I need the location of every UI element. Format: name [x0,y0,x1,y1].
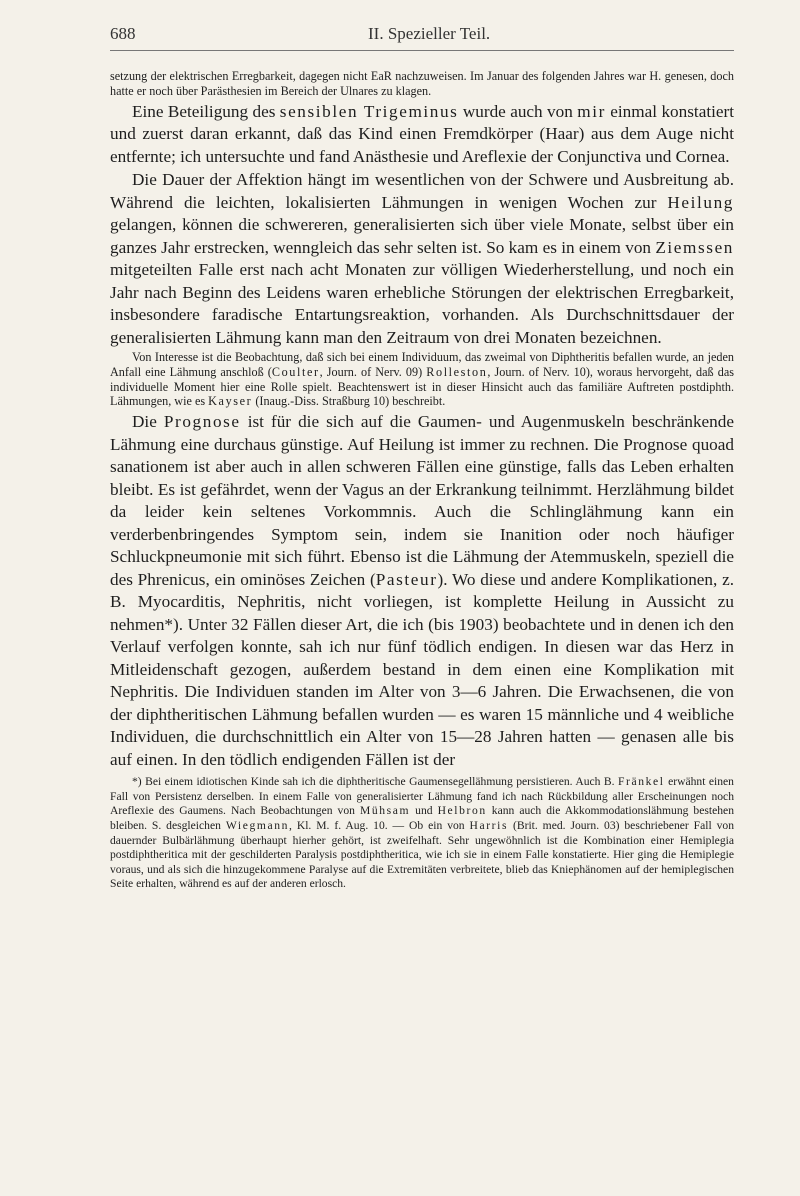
author-name: Helbron [437,804,487,818]
text-run: , Journ. of Nerv. 09) [319,364,427,379]
text-run: Die Dauer der Affektion hängt im wesentlichen von der Schwere und Ausbreitung ab. Während die leichten, lokalisierten Lähmungen in wenigen Wochen zur [110,170,734,212]
text-run: Die [132,412,164,432]
footnote-block [110,775,734,892]
author-name: Rolleston [426,364,488,379]
text-run: ). Wo diese und andere Komplikationen, z. B. Myocarditis, Nephritis, nicht vorliegen, ist komplette Heilung in Aussicht zu nehmen*). Unter 32 Fällen dieser Art, die ich (bis 1903) beobachtete und in denen ich den Verlauf verfolgen konnte, sah ich nur fünf tödlich endigen. In diesen war das Herz in Mitleidenschaft gezogen, außerdem bestand in dem einen eine Komplikation mit Nephritis. Die Individuen standen im Alter von 3—6 Jahren. Die Erwachsenen, die von der diphtheritischen Lähmung befallen wurden — es waren 15 männliche und 4 weibliche Individuen, die durchschnittlich ein Alter von 15—28 Jahren hatten — genasen alle bis auf einen. In den tödlich endigenden Fällen ist der [110,569,734,769]
text-run: , Journ. of Nerv. 10), woraus hervorgeht, daß das individuelle Moment hier eine Rolle spielt. Beachtenswert ist in dieser Hinsicht auch das familiäre Auftreten postdiphth. Lähmungen, wie es [110,364,734,409]
text-run: mitgeteilten Falle erst nach acht Monaten zur völligen Wiederherstellung, und noch ein Jahr nach Beginn des Leidens waren erhebliche Störungen der elektrischen Erregbarkeit, insbesondere faradische Entartungsreaktion, vorhanden. Als Durchschnittsdauer der generalisierten Lähmung kann man den Zeitraum von drei Monaten bezeichnen. [110,260,734,347]
author-name: Harris [469,819,509,833]
text-run: *) Bei einem idiotischen Kinde sah ich die diphtheritische Gaumensegellähmung persistieren. Auch B. [132,775,618,789]
text-run: erwähnt einen Fall von Persistenz derselben. In einem Falle von generalisierter Lähmung fand ich nach Rückbildung aller Erscheinungen noch Areflexie des Gaumens. Nach Beobachtungen von [110,775,734,818]
author-name: Fränkel [618,775,665,789]
text-run: und [410,804,438,818]
page-header [110,22,734,51]
author-name: Pasteur [375,569,438,589]
paragraph-continuation: setzung der elektrischen Erregbarkeit, dagegen nicht EaR nachzuweisen. Im Januar des folgenden Jahres war H. genesen, doch hatte er noch über Parästhesien im Bereich der Ulnares zu klagen. [110,69,734,98]
spaced-term: Prognose [163,412,241,432]
author-name: Ziemssen [655,237,734,257]
paragraph-trigeminus [110,101,734,169]
text-run: wurde auch von [458,101,578,121]
author-name: Kayser [208,394,253,409]
page-number: 688 [110,24,136,43]
text-run: (Inaug.-Diss. Straßburg 10) beschreibt. [252,394,446,409]
text-run: (Brit. med. Journ. 03) beschriebener Fall von dauernder Bulbärlähmung überhaupt hierher gehört, ist zweifelhaft. Sehr ungewöhnlich ist die Kombination einer Hemiplegia postdiphtheritica mit der geschilderten Paralysis postdiphtheritica, wie ich sie in einem Falle konstatierte. Hier ging die Hemiplegie voraus, und als sich die hinzugekommene Paralyse auf die Extremitäten verbreitete, blieb das Kniephänomen auf der hemiplegischen Seite erhalten, während es auf der anderen erlosch. [110,819,734,891]
text-run: Von Interesse ist die Beobachtung, daß sich bei einem Individuum, das zweimal von Diphtheritis befallen wurde, an jeden Anfall eine Lähmung anschloß ( [110,350,734,379]
paragraph-dauer [110,169,734,349]
text-run: gelangen, können die schwereren, generalisierten sich über viele Monate, selbst über ein ganzes Jahr erstrecken, wenngleich das sehr selten ist. So kam es in einem von [110,215,734,257]
text-run: ist für die sich auf die Gaumen- und Augenmuskeln beschränkende Lähmung eine durchaus günstige. Auf Heilung ist immer zu rechnen. Die Prognose quoad sanationem ist aber auch in allen schweren Fällen eine günstige, falls das Leben erhalten bleibt. Es ist gefährdet, wenn der Vagus an der Erkrankung teilnimmt. Herzlähmung bildet da leider kein seltenes Vorkommnis. Auch die Schlinglähmung kann ein verderbenbringendes Symptom sein, indem sie Inanition oder noch häufiger Schluckpneumonie mit sich führt. Ebenso ist die Lähmung der Atemmuskeln, speziell die des Phrenicus, ein ominöses Zeichen ( [110,412,734,589]
spaced-term: sensiblen Trigeminus [279,101,459,121]
author-name: Mühsam [359,804,411,818]
text-run: , Kl. M. f. Aug. 10. — Ob ein von [289,819,470,833]
text-run: einmal konstatiert und zuerst daran erkannt, daß das Kind einen Fremdkörper (Haar) aus dem Auge nicht entfernte; ich untersuchte und fand Anästhesie und Areflexie der Conjunctiva und Cornea. [110,101,734,166]
author-name: Coulter [271,364,320,379]
paragraph-interesse [110,350,734,409]
running-title: II. Spezieller Teil. [368,24,491,43]
page-content [110,69,734,892]
paragraph-prognose [110,411,734,771]
footnote [110,775,734,892]
text-run: Eine Beteiligung des [132,101,280,121]
text-run: kann auch die Akkommodationslähmung bestehen bleiben. S. desgleichen [110,804,734,833]
author-name: Wiegmann [225,819,290,833]
spaced-term: mir [577,101,606,121]
spaced-term: Heilung [667,192,734,212]
